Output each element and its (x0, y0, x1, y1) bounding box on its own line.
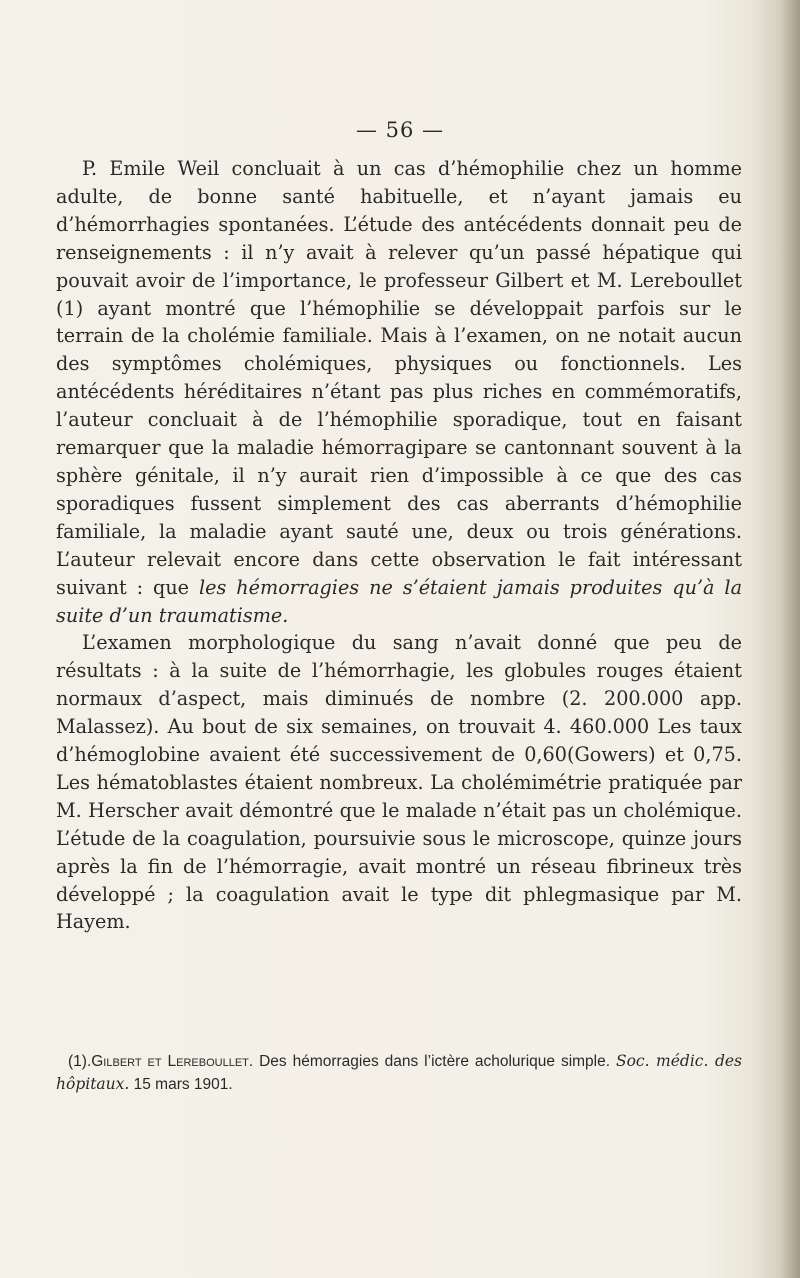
paragraph-2: L’examen morphologique du sang n’avait donné que peu de résultats : à la suite de l’hémorrhagie, les globules rouges étaient normaux d’aspect, mais diminués de nombre (2. 200.000 app. Malassez). Au bout de six semaines, on trouvait 4. 460.000 Les taux d’hémoglobine avaient été successivement de 0,60(Gowers) et 0,75. Les hématoblastes étaient nombreux. La cholémimétrie pratiquée par M. Herscher avait démontré que le malade n’était pas un cholémique. L’étude de la coagulation, poursuivie sous le microscope, quinze jours après la fin de l’hémorragie, avait montré un réseau fibrineux très développé ; la coagulation avait le type dit phlegmasique par M. Hayem. (56, 631, 742, 934)
footnote-journal: Soc. médic. des hôpitaux. (56, 1052, 742, 1093)
main-text (56, 155, 742, 936)
page-edge-shadow (782, 0, 800, 1278)
paragraph-1-text: P. Emile Weil concluait à un cas d’hémophilie chez un homme adulte, de bonne santé habituelle, et n’ayant jamais eu d’hémorrhagies spontanées. L’étude des antécédents donnait peu de renseignements : il n’y avait à relever qu’un passé hépatique qui pouvait avoir de l’importance, le professeur Gilbert et M. Lereboullet (1) ayant montré que l’hémophilie se développait parfois sur le terrain de la cholémie familiale. Mais à l’examen, on ne notait aucun des symptômes cholémiques, physiques ou fonctionnels. Les antécédents héréditaires n’étant pas plus riches en commémoratifs, l’auteur concluait à de l’hémophilie sporadique, tout en faisant remarquer que la maladie hémorragipare se cantonnant souvent à la sphère génitale, il n’y aurait rien d’impossible à ce que des cas sporadiques fussent simplement des cas aberrants d’hémophilie familiale, la maladie ayant sauté une, deux ou trois générations. L’auteur relevait encore dans cette observation le fait intéressant suivant : que (56, 157, 742, 599)
footnote-marker: (1). (68, 1053, 92, 1070)
paragraph-1-italic: les hémorragies ne s’étaient jamais produites qu’à la suite d’un traumatisme. (56, 575, 743, 627)
footnote-title: Des hémorragies dans l’ictère acholurique simple. (253, 1053, 616, 1070)
footnote-authors: Gilbert et Lereboullet. (91, 1053, 254, 1070)
footnote-text (56, 1050, 742, 1096)
page-number: — 56 — (355, 118, 445, 142)
footnote (56, 1050, 742, 1096)
footnote-date: 15 mars 1901. (129, 1076, 233, 1093)
paragraph-1 (56, 155, 742, 629)
